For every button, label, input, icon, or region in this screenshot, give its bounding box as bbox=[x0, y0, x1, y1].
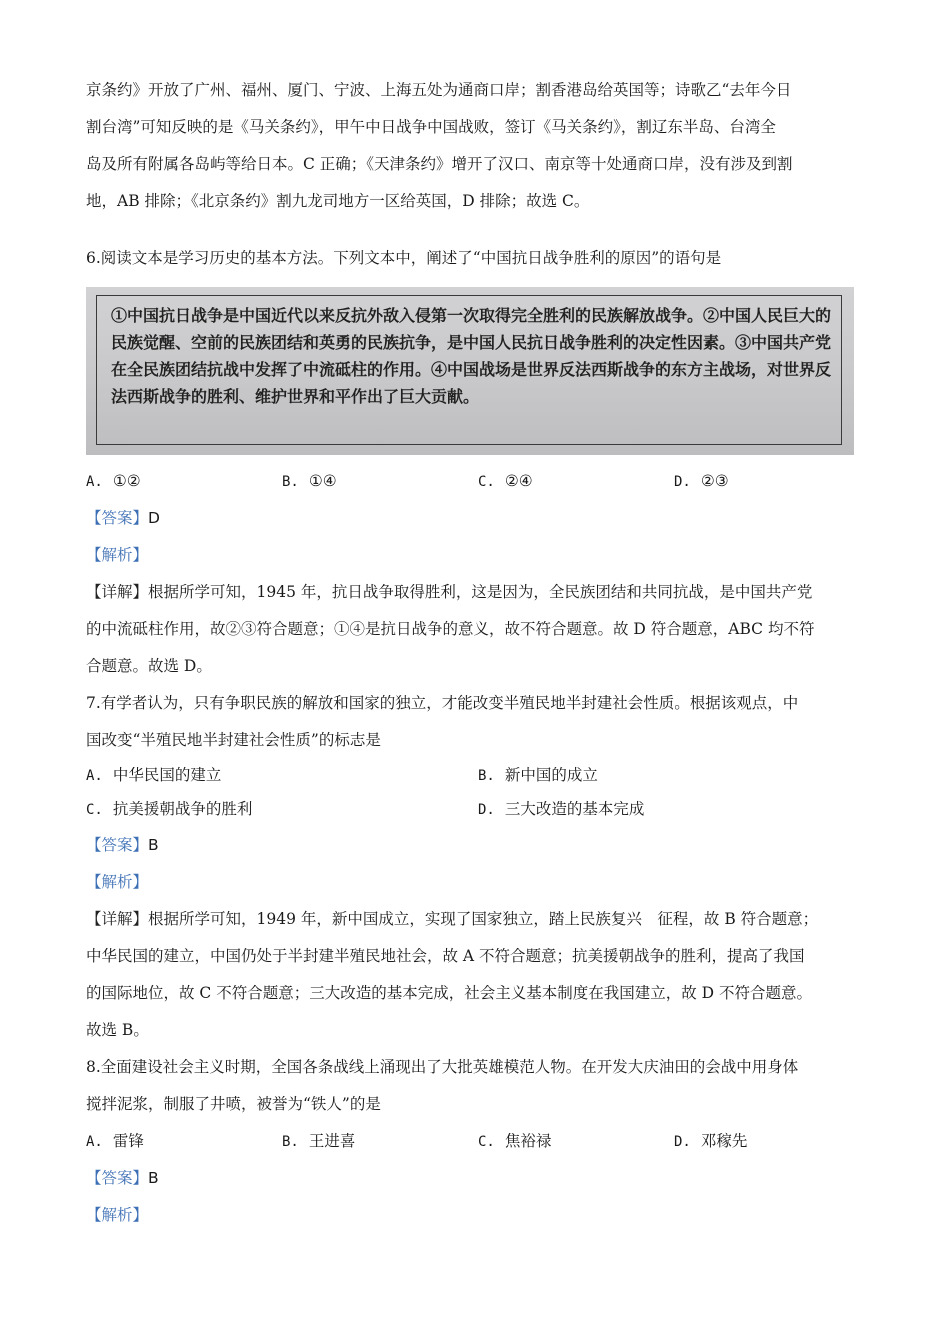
question-stem bbox=[86, 240, 876, 277]
option-text: 邓稼先 bbox=[700, 1132, 748, 1150]
question-stem-text: 全面建设社会主义时期，全国各条战线上涌现出了大批英雄模范人物。在开发大庆油田的会战中用身体 bbox=[100, 1058, 799, 1076]
answer-line bbox=[86, 827, 876, 864]
analysis-tag: 【解析】 bbox=[86, 546, 149, 564]
options-row-2 bbox=[86, 793, 876, 827]
option-b bbox=[282, 463, 478, 500]
text-line: 岛及所有附属各岛屿等给日本。C 正确；《天津条约》增开了汉口、南京等十处通商口岸，没有涉及到割 bbox=[86, 155, 793, 173]
option-text: 新中国的成立 bbox=[504, 766, 598, 784]
question-number: 7. bbox=[86, 694, 101, 712]
option-label: B. bbox=[478, 768, 495, 784]
option-d bbox=[674, 463, 870, 500]
source-text: ①中国抗日战争是中国近代以来反抗外敌入侵第一次取得完全胜利的民族解放战争。②中国人民巨大的民族觉醒、空前的民族团结和英勇的民族抗争，是中国人民抗日战争胜利的决定性因素。③中国共产党在全民族团结抗战中发挥了中流砥柱的作用。④中国战场是世界反法西斯战争的东方主战场，对世界反法西斯战争的胜利、维护世界和平作出了巨大贡献。 bbox=[96, 295, 842, 445]
option-d bbox=[674, 1123, 870, 1160]
option-text: ①② bbox=[112, 472, 141, 490]
answer-line bbox=[86, 500, 876, 537]
option-label: C. bbox=[478, 474, 495, 490]
detail-text: 根据所学可知，1949 年，新中国成立，实现了国家独立，踏上民族复兴 征程，故 B 符合题意； bbox=[148, 910, 819, 928]
question-number: 8. bbox=[86, 1058, 101, 1076]
option-c bbox=[86, 793, 478, 827]
answer-tag: 【答案】 bbox=[86, 509, 149, 527]
question-stem-text: 有学者认为，只有争职民族的解放和国家的独立，才能改变半殖民地半封建社会性质。根据该观点，中 bbox=[100, 694, 799, 712]
question-stem bbox=[86, 1049, 876, 1086]
detail-line: 合题意。故选 D。 bbox=[86, 657, 212, 675]
option-c bbox=[478, 1123, 674, 1160]
question-stem-continued: 国改变“半殖民地半封建社会性质”的标志是 bbox=[86, 731, 381, 749]
option-text: 中华民国的建立 bbox=[112, 766, 222, 784]
analysis-line bbox=[86, 1197, 876, 1234]
option-label: D. bbox=[674, 1134, 691, 1150]
option-text: ②③ bbox=[700, 472, 729, 490]
source-text-photo bbox=[86, 287, 854, 455]
detail-block bbox=[86, 574, 876, 685]
detail-tag: 【详解】 bbox=[86, 583, 149, 601]
options bbox=[86, 1123, 876, 1160]
answer-value: D bbox=[148, 509, 160, 527]
answer-tag: 【答案】 bbox=[86, 836, 149, 854]
detail-line: 故选 B。 bbox=[86, 1021, 149, 1039]
option-label: D. bbox=[674, 474, 691, 490]
detail-line: 的中流砥柱作用，故②③符合题意；①④是抗日战争的意义，故不符合题意。故 D 符合题意，ABC 均不符 bbox=[86, 620, 815, 638]
question-6 bbox=[86, 240, 876, 685]
option-label: A. bbox=[86, 768, 103, 784]
analysis-line bbox=[86, 537, 876, 574]
question-stem bbox=[86, 685, 876, 722]
option-label: A. bbox=[86, 474, 103, 490]
answer-value: B bbox=[148, 836, 159, 854]
text-line: 地，AB 排除；《北京条约》割九龙司地方一区给英国，D 排除；故选 C。 bbox=[86, 192, 590, 210]
previous-explanation bbox=[86, 72, 876, 220]
option-label: C. bbox=[478, 1134, 495, 1150]
options bbox=[86, 463, 876, 500]
option-c bbox=[478, 463, 674, 500]
option-text: ①④ bbox=[308, 472, 337, 490]
analysis-tag: 【解析】 bbox=[86, 873, 149, 891]
option-a bbox=[86, 759, 478, 793]
option-b bbox=[478, 759, 870, 793]
question-number: 6. bbox=[86, 249, 101, 267]
option-a bbox=[86, 1123, 282, 1160]
option-text: 抗美援朝战争的胜利 bbox=[112, 800, 253, 818]
answer-line bbox=[86, 1160, 876, 1197]
question-stem-continued: 搅拌泥浆，制服了井喷，被誉为“铁人”的是 bbox=[86, 1095, 381, 1113]
detail-line: 中华民国的建立，中国仍处于半封建半殖民地社会，故 A 不符合题意；抗美援朝战争的胜利，提高了我国 bbox=[86, 947, 805, 965]
options-row-1 bbox=[86, 759, 876, 793]
option-text: 王进喜 bbox=[308, 1132, 356, 1150]
option-label: D. bbox=[478, 802, 495, 818]
option-a bbox=[86, 463, 282, 500]
analysis-tag: 【解析】 bbox=[86, 1206, 149, 1224]
detail-line: 的国际地位，故 C 不符合题意；三大改造的基本完成，社会主义基本制度在我国建立，故 D 不符合题意。 bbox=[86, 984, 812, 1002]
option-text: 三大改造的基本完成 bbox=[504, 800, 645, 818]
option-d bbox=[478, 793, 870, 827]
detail-text: 根据所学可知，1945 年，抗日战争取得胜利，这是因为，全民族团结和共同抗战，是中国共产党 bbox=[148, 583, 813, 601]
question-stem-text: 阅读文本是学习历史的基本方法。下列文本中，阐述了“中国抗日战争胜利的原因”的语句是 bbox=[100, 249, 722, 267]
option-label: A. bbox=[86, 1134, 103, 1150]
detail-block bbox=[86, 901, 876, 1049]
detail-line bbox=[86, 901, 876, 938]
answer-tag: 【答案】 bbox=[86, 1169, 149, 1187]
text-line: 京条约》开放了广州、福州、厦门、宁波、上海五处为通商口岸；割香港岛给英国等；诗歌乙“去年今日 bbox=[86, 81, 792, 99]
option-text: 焦裕禄 bbox=[504, 1132, 552, 1150]
option-text: ②④ bbox=[504, 472, 533, 490]
option-label: B. bbox=[282, 474, 299, 490]
question-8 bbox=[86, 1049, 876, 1234]
text-line: 割台湾”可知反映的是《马关条约》，甲午中日战争中国战败，签订《马关条约》，割辽东半岛、台湾全 bbox=[86, 118, 776, 136]
question-7 bbox=[86, 685, 876, 1049]
detail-line bbox=[86, 574, 876, 611]
detail-tag: 【详解】 bbox=[86, 910, 149, 928]
analysis-line bbox=[86, 864, 876, 901]
option-text: 雷锋 bbox=[112, 1132, 144, 1150]
option-label: C. bbox=[86, 802, 103, 818]
document-page bbox=[86, 72, 876, 1234]
answer-value: B bbox=[148, 1169, 159, 1187]
option-label: B. bbox=[282, 1134, 299, 1150]
option-b bbox=[282, 1123, 478, 1160]
